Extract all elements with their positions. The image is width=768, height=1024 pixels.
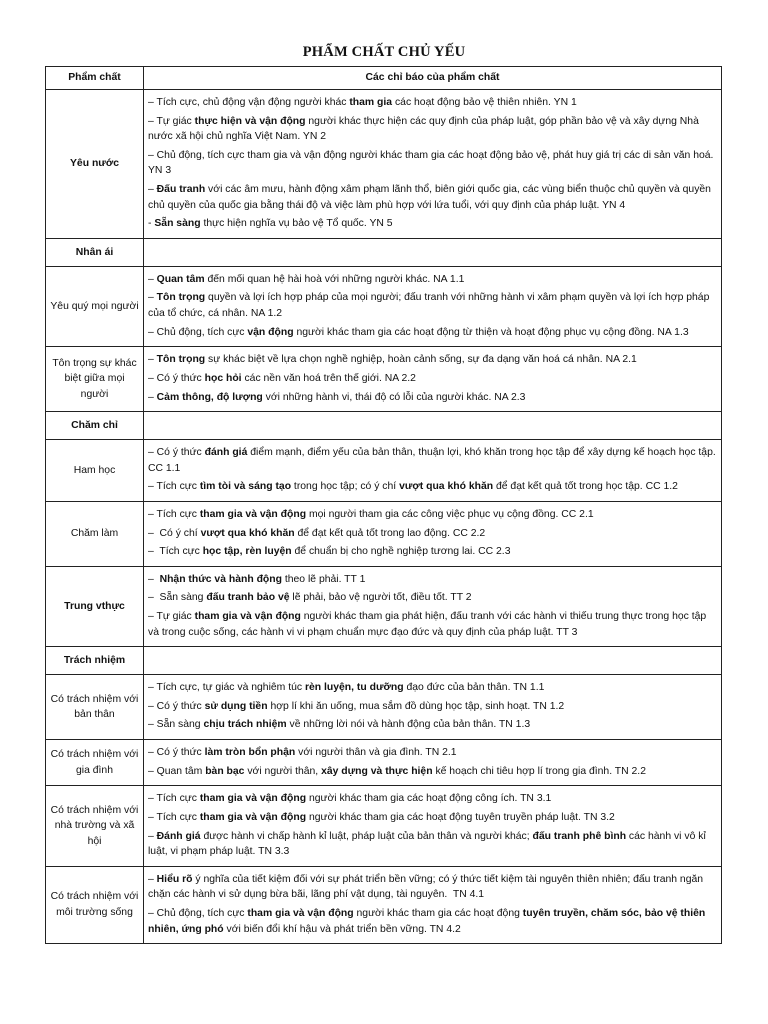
indicator-emphasis: làm tròn bổn phận (204, 747, 296, 759)
indicator-text: các hành vi vô kỉ luật, vi phạm pháp luật. TN 3.3 (148, 830, 709, 858)
quality-row (46, 675, 722, 740)
indicator-item (148, 745, 717, 761)
quality-name: Có trách nhiệm với nhà trường và xã hội (46, 786, 144, 866)
indicator-emphasis: xây dựng và thực hiện (321, 765, 433, 777)
indicator-emphasis: Đánh giá (156, 830, 201, 842)
indicator-text: – Có ý thức (148, 700, 205, 712)
indicator-text: các hoạt động bảo vệ thiên nhiên. YN 1 (392, 97, 577, 108)
table-body (46, 90, 722, 944)
indicator-item (148, 182, 717, 213)
indicators-cell (144, 866, 722, 943)
indicator-emphasis: tham gia và vận động (199, 793, 307, 805)
indicator-emphasis: sử dụng tiền (204, 700, 268, 712)
indicator-text: theo lẽ phải. TT 1 (281, 573, 366, 585)
indicator-item (148, 95, 717, 111)
quality-name: Tôn trọng sự khác biệt giữa mọi người (46, 347, 144, 412)
indicator-text: với người thân, (244, 765, 322, 777)
indicator-emphasis: vượt qua khó khăn (200, 527, 295, 539)
indicator-text: – Tích cực, chủ động vận động người khác (148, 97, 350, 108)
indicator-text: được hành vi chấp hành kỉ luật, pháp luật của bản thân và người khác; (200, 830, 533, 842)
quality-name: Ham học (46, 440, 144, 502)
indicator-item (148, 371, 717, 387)
indicator-text: đạo đức của bản thân. TN 1.1 (403, 682, 545, 694)
indicator-text: các nền văn hoá trên thế giới. NA 2.2 (241, 372, 416, 384)
quality-row (46, 786, 722, 866)
indicator-item (148, 290, 717, 321)
indicator-text: – Có ý thức (148, 372, 205, 384)
indicator-item (148, 699, 717, 715)
indicator-item (148, 216, 717, 232)
indicator-emphasis: Tôn trọng (156, 354, 206, 366)
indicator-text: – Tích cực (148, 811, 200, 823)
indicator-text: – Tích cực (148, 481, 200, 493)
quality-name: Có trách nhiệm với môi trường sống (46, 866, 144, 943)
indicators-cell (144, 786, 722, 866)
indicator-emphasis: học tập, rèn luyện (202, 546, 292, 558)
indicator-text: – Sẵn sàng (148, 719, 204, 731)
indicator-text: – Chủ động, tích cực (148, 326, 248, 338)
indicator-text: mọi người tham gia các công việc phục vụ cộng đồng. CC 2.1 (306, 508, 594, 520)
indicator-text: với người thân và gia đình. TN 2.1 (295, 747, 457, 759)
indicator-text: – (148, 573, 160, 585)
indicators-cell (144, 740, 722, 786)
indicator-text: – (148, 391, 157, 403)
indicator-text: thực hiện nghĩa vụ bảo vệ Tổ quốc. YN 5 (200, 218, 393, 230)
category-empty-cell (144, 647, 722, 675)
indicator-text: kế hoạch chi tiêu hợp lí trong gia đình. TN 2.2 (432, 765, 646, 777)
category-name: Chăm chỉ (46, 412, 144, 440)
indicator-text: – Có ý chí (148, 527, 201, 539)
quality-name: Yêu quý mọi người (46, 266, 144, 346)
indicator-text: sự khác biệt về lựa chọn nghề nghiệp, hoàn cảnh sống, sự đa dạng văn hoá cá nhân. NA 2.1 (205, 354, 637, 366)
indicator-emphasis: rèn luyện, tu dưỡng (304, 682, 404, 694)
indicator-text: – (148, 354, 157, 366)
indicator-text: – Tự giác (148, 115, 195, 127)
indicators-cell (144, 566, 722, 646)
indicator-emphasis: Nhận thức và hành động (159, 573, 282, 585)
indicator-emphasis: Hiểu rõ (156, 873, 193, 885)
category-name: Nhân ái (46, 238, 144, 266)
indicator-text: người khác tham gia các hoạt động tuyên truyền pháp luật. TN 3.2 (306, 811, 615, 823)
indicators-cell (144, 440, 722, 502)
quality-row (46, 347, 722, 412)
quality-row (46, 90, 722, 239)
indicator-text: – Sẵn sàng (148, 592, 207, 604)
indicators-cell (144, 347, 722, 412)
indicator-text: – Chủ động, tích cực (148, 907, 248, 919)
category-name: Trách nhiệm (46, 647, 144, 675)
indicator-text: người khác tham gia các hoạt động từ thiện và hoạt động phục vụ cộng đồng. NA 1.3 (293, 326, 689, 338)
indicator-emphasis: tuyên truyền, chăm sóc, bảo vệ thiên nhiên, ứng phó (148, 907, 709, 935)
quality-row (46, 866, 722, 943)
indicator-emphasis: đấu tranh phê bình (532, 830, 627, 842)
indicator-emphasis: tham gia (349, 97, 393, 108)
indicator-emphasis: đánh giá (204, 447, 248, 459)
indicator-item (148, 325, 717, 341)
indicator-emphasis: chịu trách nhiệm (203, 719, 287, 731)
indicator-item (148, 590, 717, 606)
indicator-text: – (148, 273, 157, 285)
indicator-emphasis: học hỏi (204, 372, 242, 384)
indicator-item (148, 829, 717, 860)
indicator-item (148, 148, 717, 179)
indicator-text: để đạt kết quả tốt trong học tập. CC 1.2 (493, 481, 678, 493)
indicator-item (148, 544, 717, 560)
indicator-text: – Chủ động, tích cực tham gia và vận động người khác tham gia các hoạt động bảo vệ, phát huy giá trị các di sản văn hoá. YN 3 (148, 149, 717, 177)
header-indicators: Các chỉ báo của phẩm chất (144, 67, 722, 90)
category-empty-cell (144, 238, 722, 266)
indicator-emphasis: bàn bạc (205, 765, 245, 777)
indicator-emphasis: tham gia và vận động (194, 611, 301, 623)
indicator-item (148, 445, 717, 476)
indicator-text: – Tích cực (148, 508, 200, 520)
indicator-emphasis: đấu tranh bảo vệ (206, 592, 290, 604)
indicator-item (148, 764, 717, 780)
quality-row (46, 566, 722, 646)
quality-name: Trung vthực (46, 566, 144, 646)
indicator-item (148, 872, 717, 903)
category-row (46, 647, 722, 675)
indicator-text: người khác thực hiện các quy định của pháp luật, góp phần bảo vệ và xây dựng Nhà nước xã hội chủ nghĩa Việt Nam. YN 2 (148, 115, 702, 143)
quality-name: Có trách nhiệm với bản thân (46, 675, 144, 740)
indicator-item (148, 791, 717, 807)
indicator-text: hợp lí khi ăn uống, mua sắm đồ dùng học tập, sinh hoạt. TN 1.2 (267, 700, 565, 712)
indicator-text: lẽ phải, bảo vệ người tốt, điều tốt. TT 2 (289, 592, 472, 604)
indicator-emphasis: Quan tâm (156, 273, 205, 285)
quality-row (46, 740, 722, 786)
indicator-item (148, 572, 717, 588)
indicator-text: với biến đổi khí hậu và phát triển bền vững. TN 4.2 (223, 923, 461, 935)
indicators-cell (144, 501, 722, 566)
indicator-text: – Có ý thức (148, 747, 205, 759)
indicator-item (148, 507, 717, 523)
indicator-item (148, 526, 717, 542)
indicator-item (148, 609, 717, 640)
indicator-text: đến mối quan hệ hài hoà với những người khác. NA 1.1 (204, 273, 465, 285)
indicator-text: để chuẩn bị cho nghề nghiệp tương lai. CC 2.3 (291, 546, 511, 558)
indicator-emphasis: tìm tòi và sáng tạo (199, 481, 292, 493)
indicator-text: – (148, 830, 157, 842)
table-header-row (46, 67, 722, 90)
indicator-item (148, 272, 717, 288)
indicator-item (148, 390, 717, 406)
indicator-item (148, 352, 717, 368)
page-title: PHẨM CHẤT CHỦ YẾU (302, 44, 466, 60)
indicator-emphasis: tham gia và vận động (247, 907, 354, 919)
quality-row (46, 266, 722, 346)
indicators-cell (144, 675, 722, 740)
indicator-text: trong học tập; có ý chí (291, 481, 400, 493)
quality-name: Chăm làm (46, 501, 144, 566)
indicators-cell (144, 90, 722, 239)
indicator-emphasis: thực hiện và vận động (194, 115, 306, 127)
indicator-text: – (148, 873, 157, 885)
indicator-text: điểm mạnh, điểm yếu của bản thân, thuận lợi, khó khăn trong học tập để xây dựng kế hoạch học tập. CC 1.1 (148, 447, 719, 474)
indicator-text: quyền và lợi ích hợp pháp của mọi người; đấu tranh với những hành vi xâm phạm quyền và lợi ích hợp pháp của tổ chức, cá nhân. NA 1.2 (148, 292, 713, 320)
indicator-emphasis: tham gia và vận động (199, 508, 307, 520)
indicator-text: – Tích cực (148, 546, 203, 558)
category-row (46, 238, 722, 266)
indicator-emphasis: Cảm thông, độ lượng (156, 391, 263, 403)
indicator-text: – (148, 184, 157, 196)
indicator-emphasis: Sẵn sàng (154, 218, 201, 230)
indicator-emphasis: vận động (247, 326, 294, 338)
indicator-emphasis: vượt qua khó khăn (399, 481, 494, 493)
indicator-text: – Có ý thức (148, 447, 205, 459)
indicator-emphasis: Đấu tranh (156, 184, 206, 196)
indicator-text: để đạt kết quả tốt trong lao động. CC 2.2 (294, 527, 486, 539)
indicator-item (148, 717, 717, 733)
indicator-item (148, 479, 717, 495)
category-empty-cell (144, 412, 722, 440)
indicator-text: người khác tham gia các hoạt động (353, 907, 523, 919)
indicator-text: - (148, 218, 155, 230)
indicator-item (148, 810, 717, 826)
indicator-text: về những lời nói và hành động của bản thân. TN 1.3 (286, 719, 531, 731)
quality-name: Có trách nhiệm với gia đình (46, 740, 144, 786)
header-quality: Phẩm chất (46, 67, 144, 90)
indicator-text: người khác tham gia các hoạt động công ích. TN 3.1 (306, 793, 552, 805)
indicator-text: ý nghĩa của tiết kiệm đối với sự phát triển bền vững; có ý thức tiết kiệm tài nguyên thiên nhiên; đấu tranh ngăn chặn các hành vi sử dụng bừa bãi, lãng phí vật dụng, tài nguyên. TN 4.1 (148, 873, 706, 901)
indicator-text: – Tích cực, tự giác và nghiêm túc (148, 682, 305, 694)
quality-row (46, 501, 722, 566)
indicator-text: với các âm mưu, hành động xâm phạm lãnh thổ, biên giới quốc gia, các vùng biển thuộc chủ quyền và quyền chủ quyền của quốc gia bằng thái độ và việc làm phù hợp với lứa tuổi, với quy định của pháp luật. YN 4 (148, 184, 714, 211)
indicator-item (148, 906, 717, 937)
indicator-text: – Tích cực (148, 793, 200, 805)
indicators-cell (144, 266, 722, 346)
indicator-text: với những hành vi, thái độ có lỗi của người khác. NA 2.3 (262, 391, 526, 403)
quality-name: Yêu nước (46, 90, 144, 239)
category-row (46, 412, 722, 440)
quality-row (46, 440, 722, 502)
indicator-text: – Quan tâm (148, 765, 206, 777)
indicator-text: người khác tham gia phát hiện, đấu tranh với các hành vi thiếu trung thực trong học tập và trong cuộc sống, các hành vi vi phạm chuẩn mực đạo đức và quy định của pháp luật. TT 3 (148, 611, 710, 638)
indicator-emphasis: Tôn trọng (156, 292, 206, 304)
indicator-item (148, 114, 717, 145)
indicator-text: – Tự giác (148, 611, 195, 623)
indicator-item (148, 680, 717, 696)
indicator-emphasis: tham gia và vận động (199, 811, 307, 823)
qualities-table (45, 66, 722, 944)
indicator-text: – (148, 292, 157, 304)
